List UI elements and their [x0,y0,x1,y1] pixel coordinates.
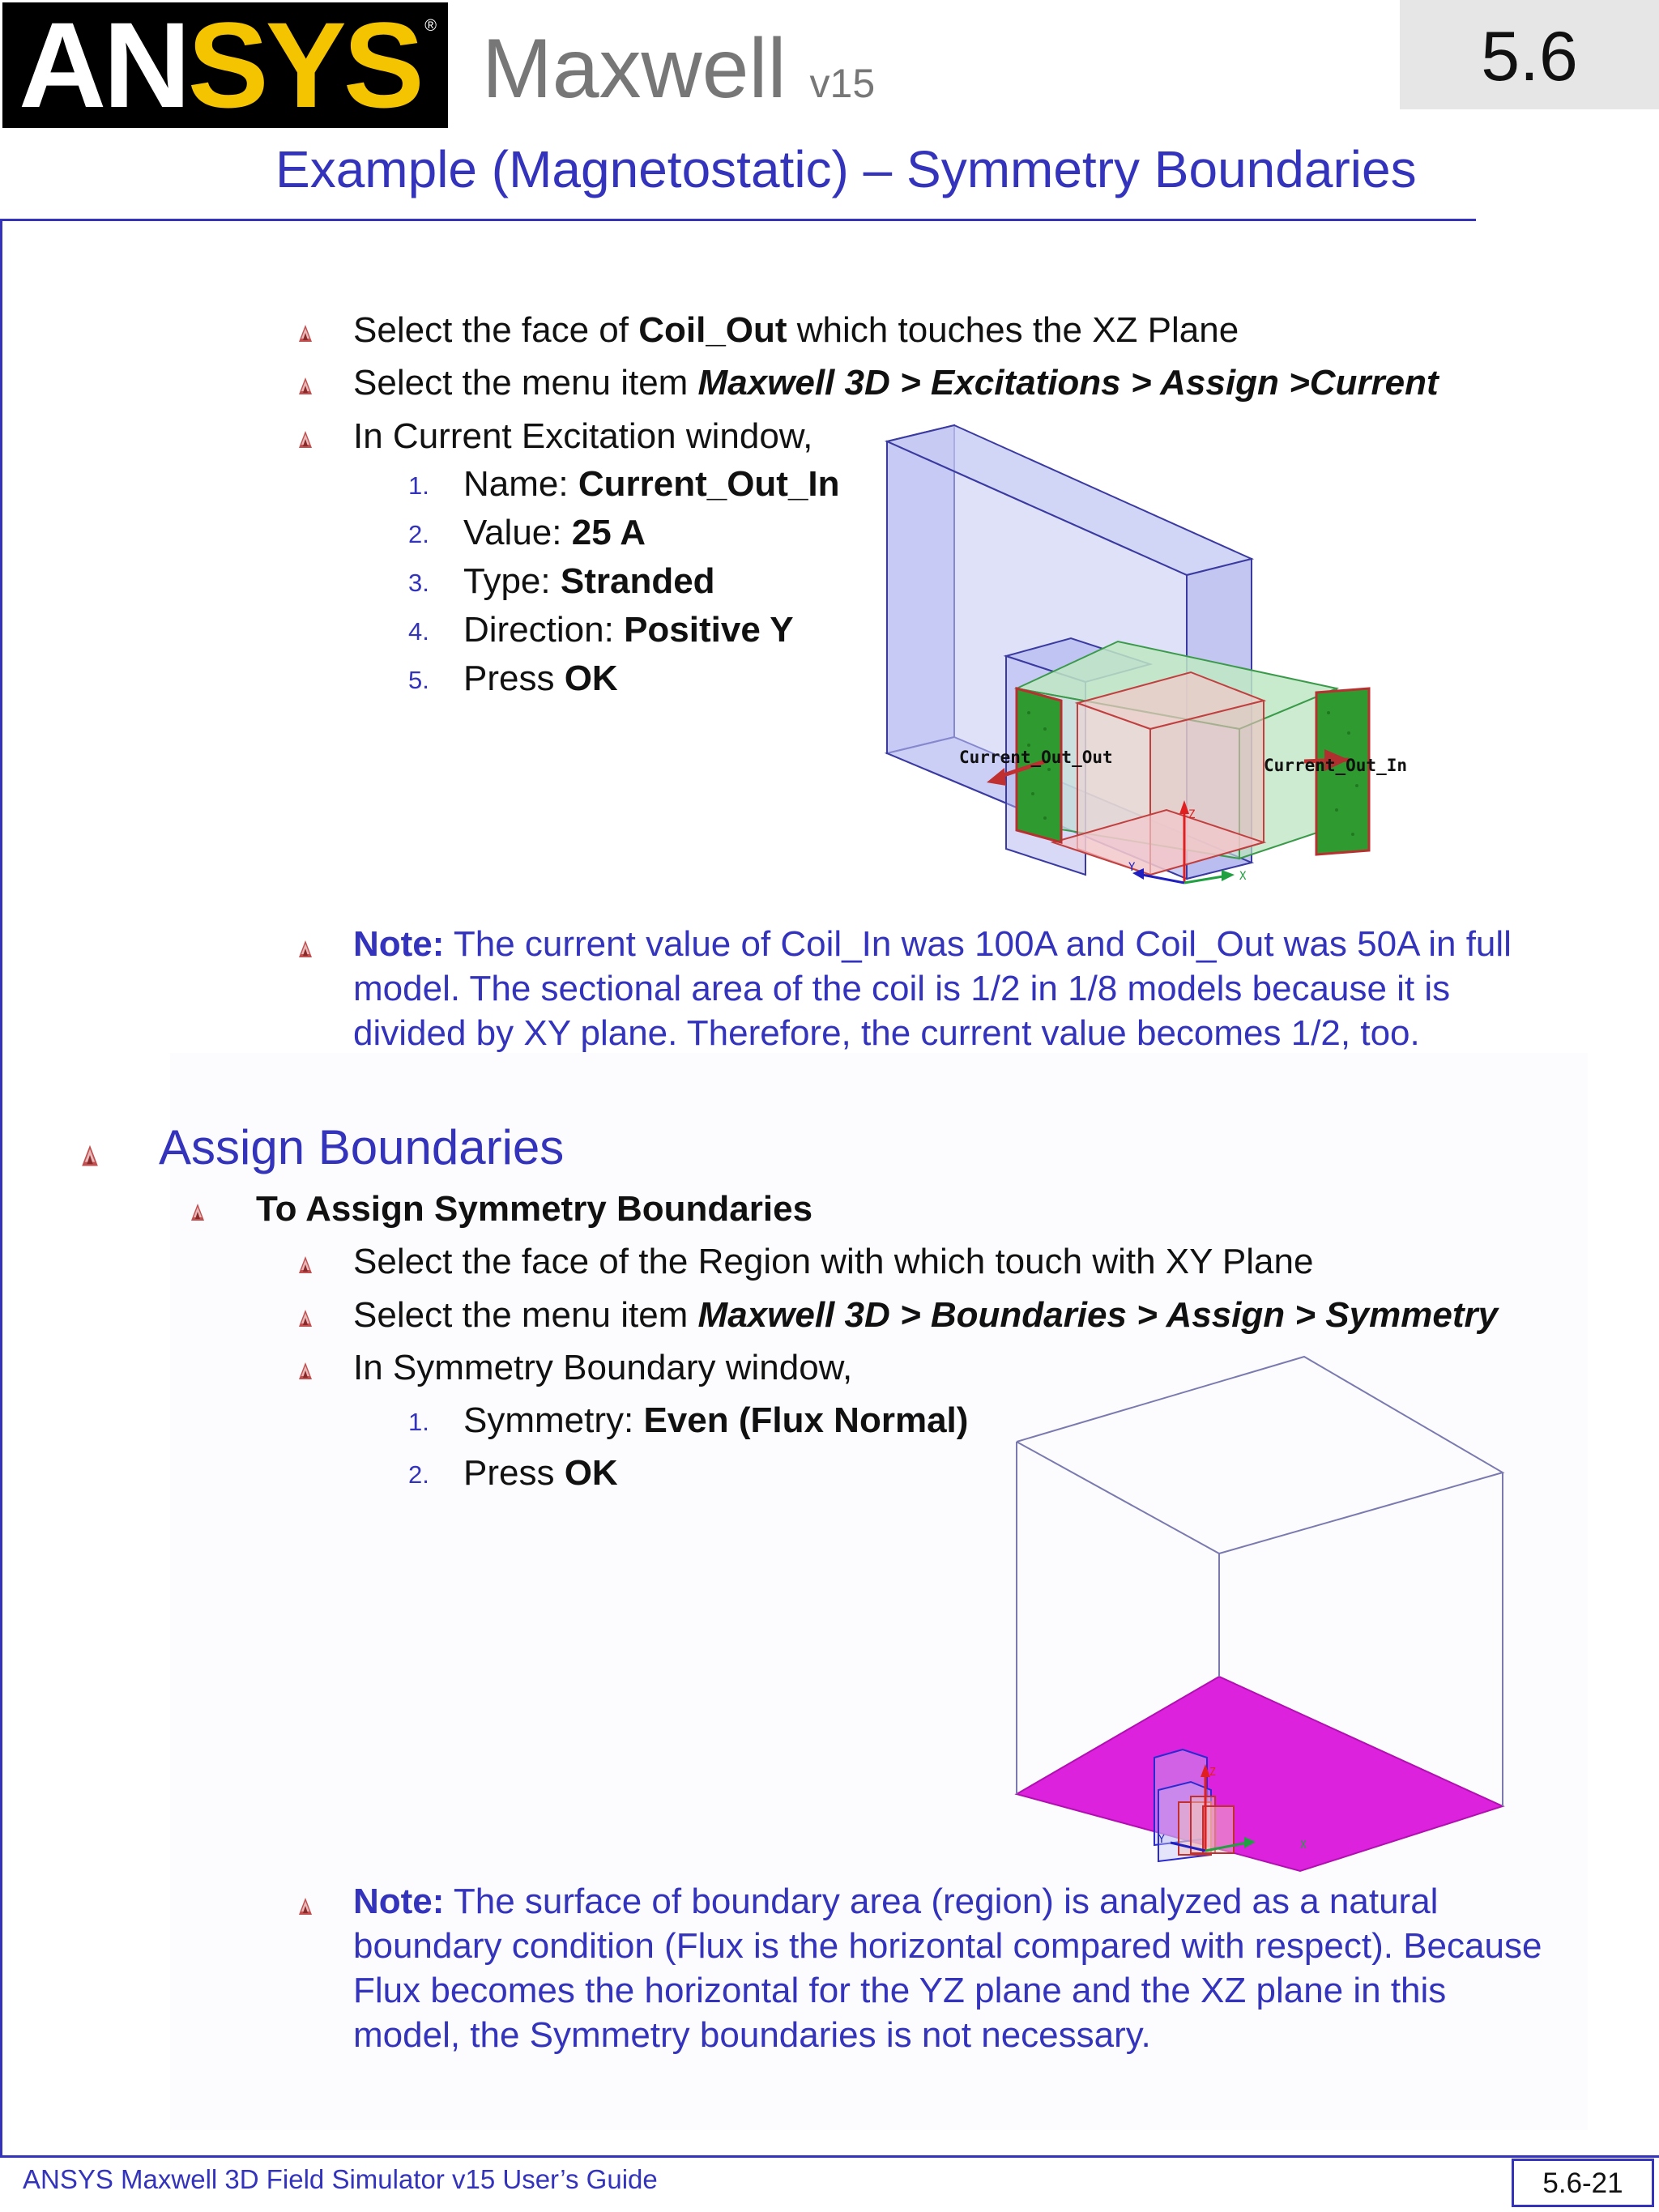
bullet-icon [296,1254,314,1275]
page-title: Example (Magnetostatic) – Symmetry Boundaries [275,140,1417,198]
bullet-icon [296,938,314,959]
s1-bullet-menu-item: Select the menu item Maxwell 3D > Excitations > Assign >Current [353,363,1439,403]
s1-step-value: Value: 25 A [463,513,646,552]
svg-text:X: X [1239,870,1247,883]
bullet-icon [189,1201,207,1222]
s1-step-direction: Direction: Positive Y [463,610,794,650]
symmetry-boundary-figure [1013,1353,1515,1879]
bullet-icon [296,1360,314,1381]
svg-text:Y: Y [1158,1834,1165,1846]
logo-wordmark: ANSYS [19,0,421,133]
s2-bullet-menu-item: Select the menu item Maxwell 3D > Boundaries > Assign > Symmetry [353,1295,1499,1335]
bullet-icon [296,1895,314,1916]
product-name: Maxwell v15 [482,22,876,116]
page-number: 5.6-21 [1542,2167,1623,2199]
bullet-icon [78,1142,102,1168]
step-number: 3. [408,569,429,597]
step-number: 4. [408,617,429,646]
footer-divider [0,2155,1659,2158]
left-border-line [0,219,2,2156]
svg-text:X: X [1300,1839,1307,1852]
bullet-icon [296,428,314,450]
s1-step-press-ok: Press OK [463,658,618,698]
title-divider [0,219,1476,221]
svg-text:Z: Z [1188,808,1196,821]
s2-step-symmetry: Symmetry: Even (Flux Normal) [463,1400,969,1440]
footer-guide-title: ANSYS Maxwell 3D Field Simulator v15 User’s Guide [23,2164,658,2194]
step-number: 2. [408,520,429,548]
s1-step-name: Name: Current_Out_In [463,464,840,504]
step-number: 1. [408,471,429,500]
bullet-icon [296,322,314,343]
bullet-icon [296,375,314,396]
label-current-out-out: Current_Out_Out [959,748,1113,767]
chapter-badge [1400,0,1659,109]
chapter-number: 5.6 [1481,18,1578,96]
ansys-logo [2,0,448,133]
registered-mark: ® [424,17,437,35]
s1-bullet-window: In Current Excitation window, [353,416,813,456]
s1-bullet-select-face: Select the face of Coil_Out which touches the XZ Plane [353,310,1239,350]
label-current-out-in: Current_Out_In [1264,756,1408,775]
step-number: 5. [408,666,429,694]
s1-step-type: Type: Stranded [463,561,715,601]
step-number: 2. [408,1460,429,1489]
s1-note: Note: The current value of Coil_In was 100A and Coil_Out was 50A in full model. The sectional area of the coil is 1/2 in 1/8 models because it is divided by XY plane. Therefore, the current value becomes 1/2, too. [353,924,1512,1053]
subheading-symmetry: To Assign Symmetry Boundaries [256,1189,813,1229]
svg-text:Y: Y [1128,861,1136,874]
step-number: 1. [408,1408,429,1436]
bullet-icon [296,1307,314,1328]
s2-note: Note: The surface of boundary area (region) is analyzed as a natural boundary condition (Flux is the horizontal compared with respect). Because Flux becomes the horizontal for the YZ plane and the XZ plane in this model, the Symmetry boundaries is not necessary. [353,1882,1542,2055]
product-version: v15 [809,61,876,106]
s2-step-press-ok: Press OK [463,1453,618,1493]
s2-bullet-window: In Symmetry Boundary window, [353,1348,853,1387]
s2-bullet-select-face: Select the face of the Region with which touch with XY Plane [353,1242,1314,1281]
page-number-box [1512,2159,1654,2207]
svg-text:Z: Z [1209,1767,1216,1779]
section-heading-assign-boundaries: Assign Boundaries [159,1120,565,1174]
coil-excitation-figure [883,421,1434,907]
